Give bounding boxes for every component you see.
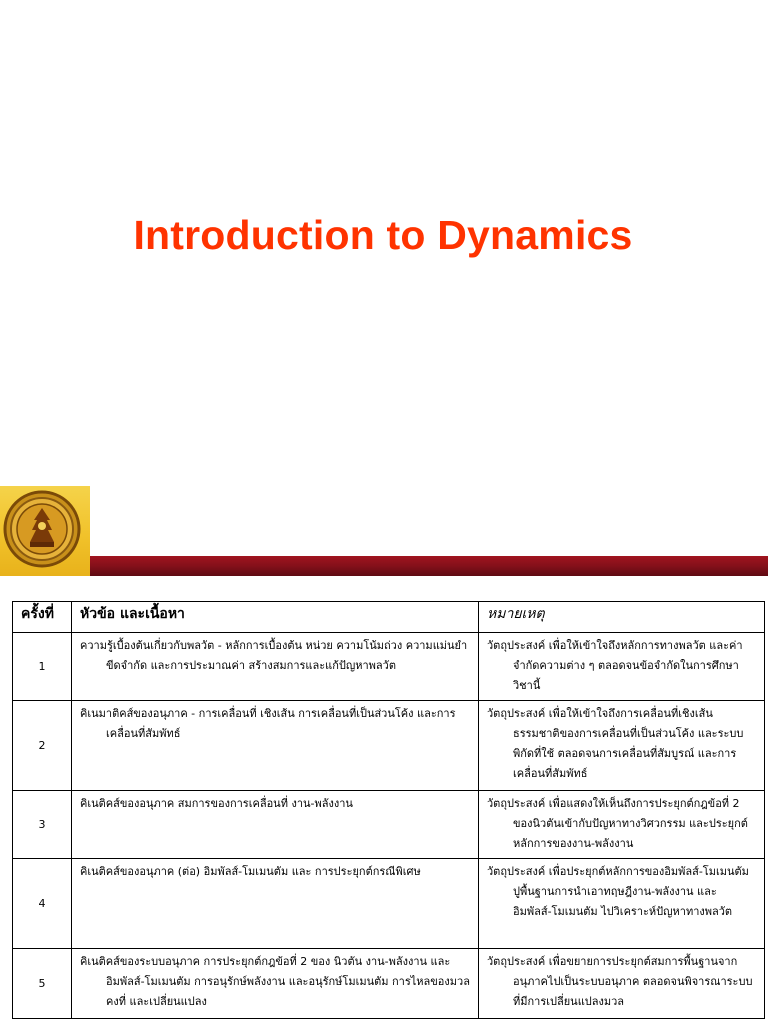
table-header-row: [13, 602, 765, 633]
topic-text: คิเนติคส์ของระบบอนุภาค การประยุกต์กฎข้อที่ 2 ของ นิวตัน งาน-พลังงาน และ อิมพัลส์-โมเมนตัม การอนุรักษ์พลังงาน และอนุรักษ์โมเมนตัม การไหลของมวลคงที่ และเปลี่ยนแปลง: [80, 955, 470, 1008]
table-row: [13, 701, 765, 791]
table-row: [13, 859, 765, 949]
session-number: 4: [13, 859, 72, 949]
table-row: [13, 949, 765, 1019]
slide-title: Introduction to Dynamics: [133, 212, 633, 258]
syllabus-table: [12, 601, 765, 1019]
topic-cell: [72, 859, 479, 949]
table-row: [13, 791, 765, 859]
header-divider-bar: [90, 556, 768, 576]
university-emblem: [0, 486, 90, 576]
session-number: 3: [13, 791, 72, 859]
note-cell: [479, 701, 765, 791]
header-topic: หัวข้อ และเนื้อหา: [72, 602, 479, 633]
table-row: [13, 633, 765, 701]
topic-text: คิเนมาติคส์ของอนุภาค - การเคลื่อนที่ เชิงเส้น การเคลื่อนที่เป็นส่วนโค้ง และการเคลื่อนที่สัมพัทธ์: [80, 707, 456, 740]
topic-text: คิเนติคส์ของอนุภาค สมการของการเคลื่อนที่ งาน-พลังงาน: [80, 797, 353, 810]
note-text: วัตถุประสงค์ เพื่อแสดงให้เห็นถึงการประยุกต์กฎข้อที่ 2 ของนิวตันเข้ากับปัญหาทางวิศวกรรม และประยุกต์หลักการของงาน-พลังงาน: [487, 797, 748, 850]
topic-cell: [72, 949, 479, 1019]
note-cell: [479, 859, 765, 949]
note-text: วัตถุประสงค์ เพื่อให้เข้าใจถึงการเคลื่อนที่เชิงเส้น ธรรมชาติของการเคลื่อนที่เป็นส่วนโค้ง และระบบพิกัดที่ใช้ ตลอดจนการเคลื่อนที่สัมบูรณ์ และการเคลื่อนที่สัมพัทธ์: [487, 707, 744, 780]
session-number: 1: [13, 633, 72, 701]
session-number: 2: [13, 701, 72, 791]
note-cell: [479, 633, 765, 701]
note-text: วัตถุประสงค์ เพื่อให้เข้าใจถึงหลักการทางพลวัต และค่าจำกัดความต่าง ๆ ตลอดจนข้อจำกัดในการศึกษาวิชานี้: [487, 639, 743, 692]
topic-text: คิเนติคส์ของอนุภาค (ต่อ) อิมพัลส์-โมเมนตัม และ การประยุกต์กรณีพิเศษ: [80, 865, 421, 878]
topic-cell: [72, 633, 479, 701]
note-cell: [479, 791, 765, 859]
topic-cell: [72, 791, 479, 859]
note-cell: [479, 949, 765, 1019]
session-number: 5: [13, 949, 72, 1019]
header-session: ครั้งที่: [13, 602, 72, 633]
emblem-seal-icon: [0, 486, 90, 576]
note-text: วัตถุประสงค์ เพื่อขยายการประยุกต์สมการพื้นฐานจากอนุภาคไปเป็นระบบอนุภาค ตลอดจนพิจารณาระบบที่มีการเปลี่ยนแปลงมวล: [487, 955, 753, 1008]
note-text: วัตถุประสงค์ เพื่อประยุกต์หลักการของอิมพัลส์-โมเมนตัม ปูพื้นฐานการนำเอาทฤษฎีงาน-พลังงาน และ อิมพัลส์-โมเมนตัม ไปวิเคราะห์ปัญหาทางพลวัต: [487, 865, 749, 918]
topic-text: ความรู้เบื้องต้นเกี่ยวกับพลวัต - หลักการเบื้องต้น หน่วย ความโน้มถ่วง ความแม่นยำ ขีดจำกัด และการประมาณค่า สร้างสมการและแก้ปัญหาพลวัต: [80, 639, 468, 672]
topic-cell: [72, 701, 479, 791]
header-note: หมายเหตุ: [479, 602, 765, 633]
